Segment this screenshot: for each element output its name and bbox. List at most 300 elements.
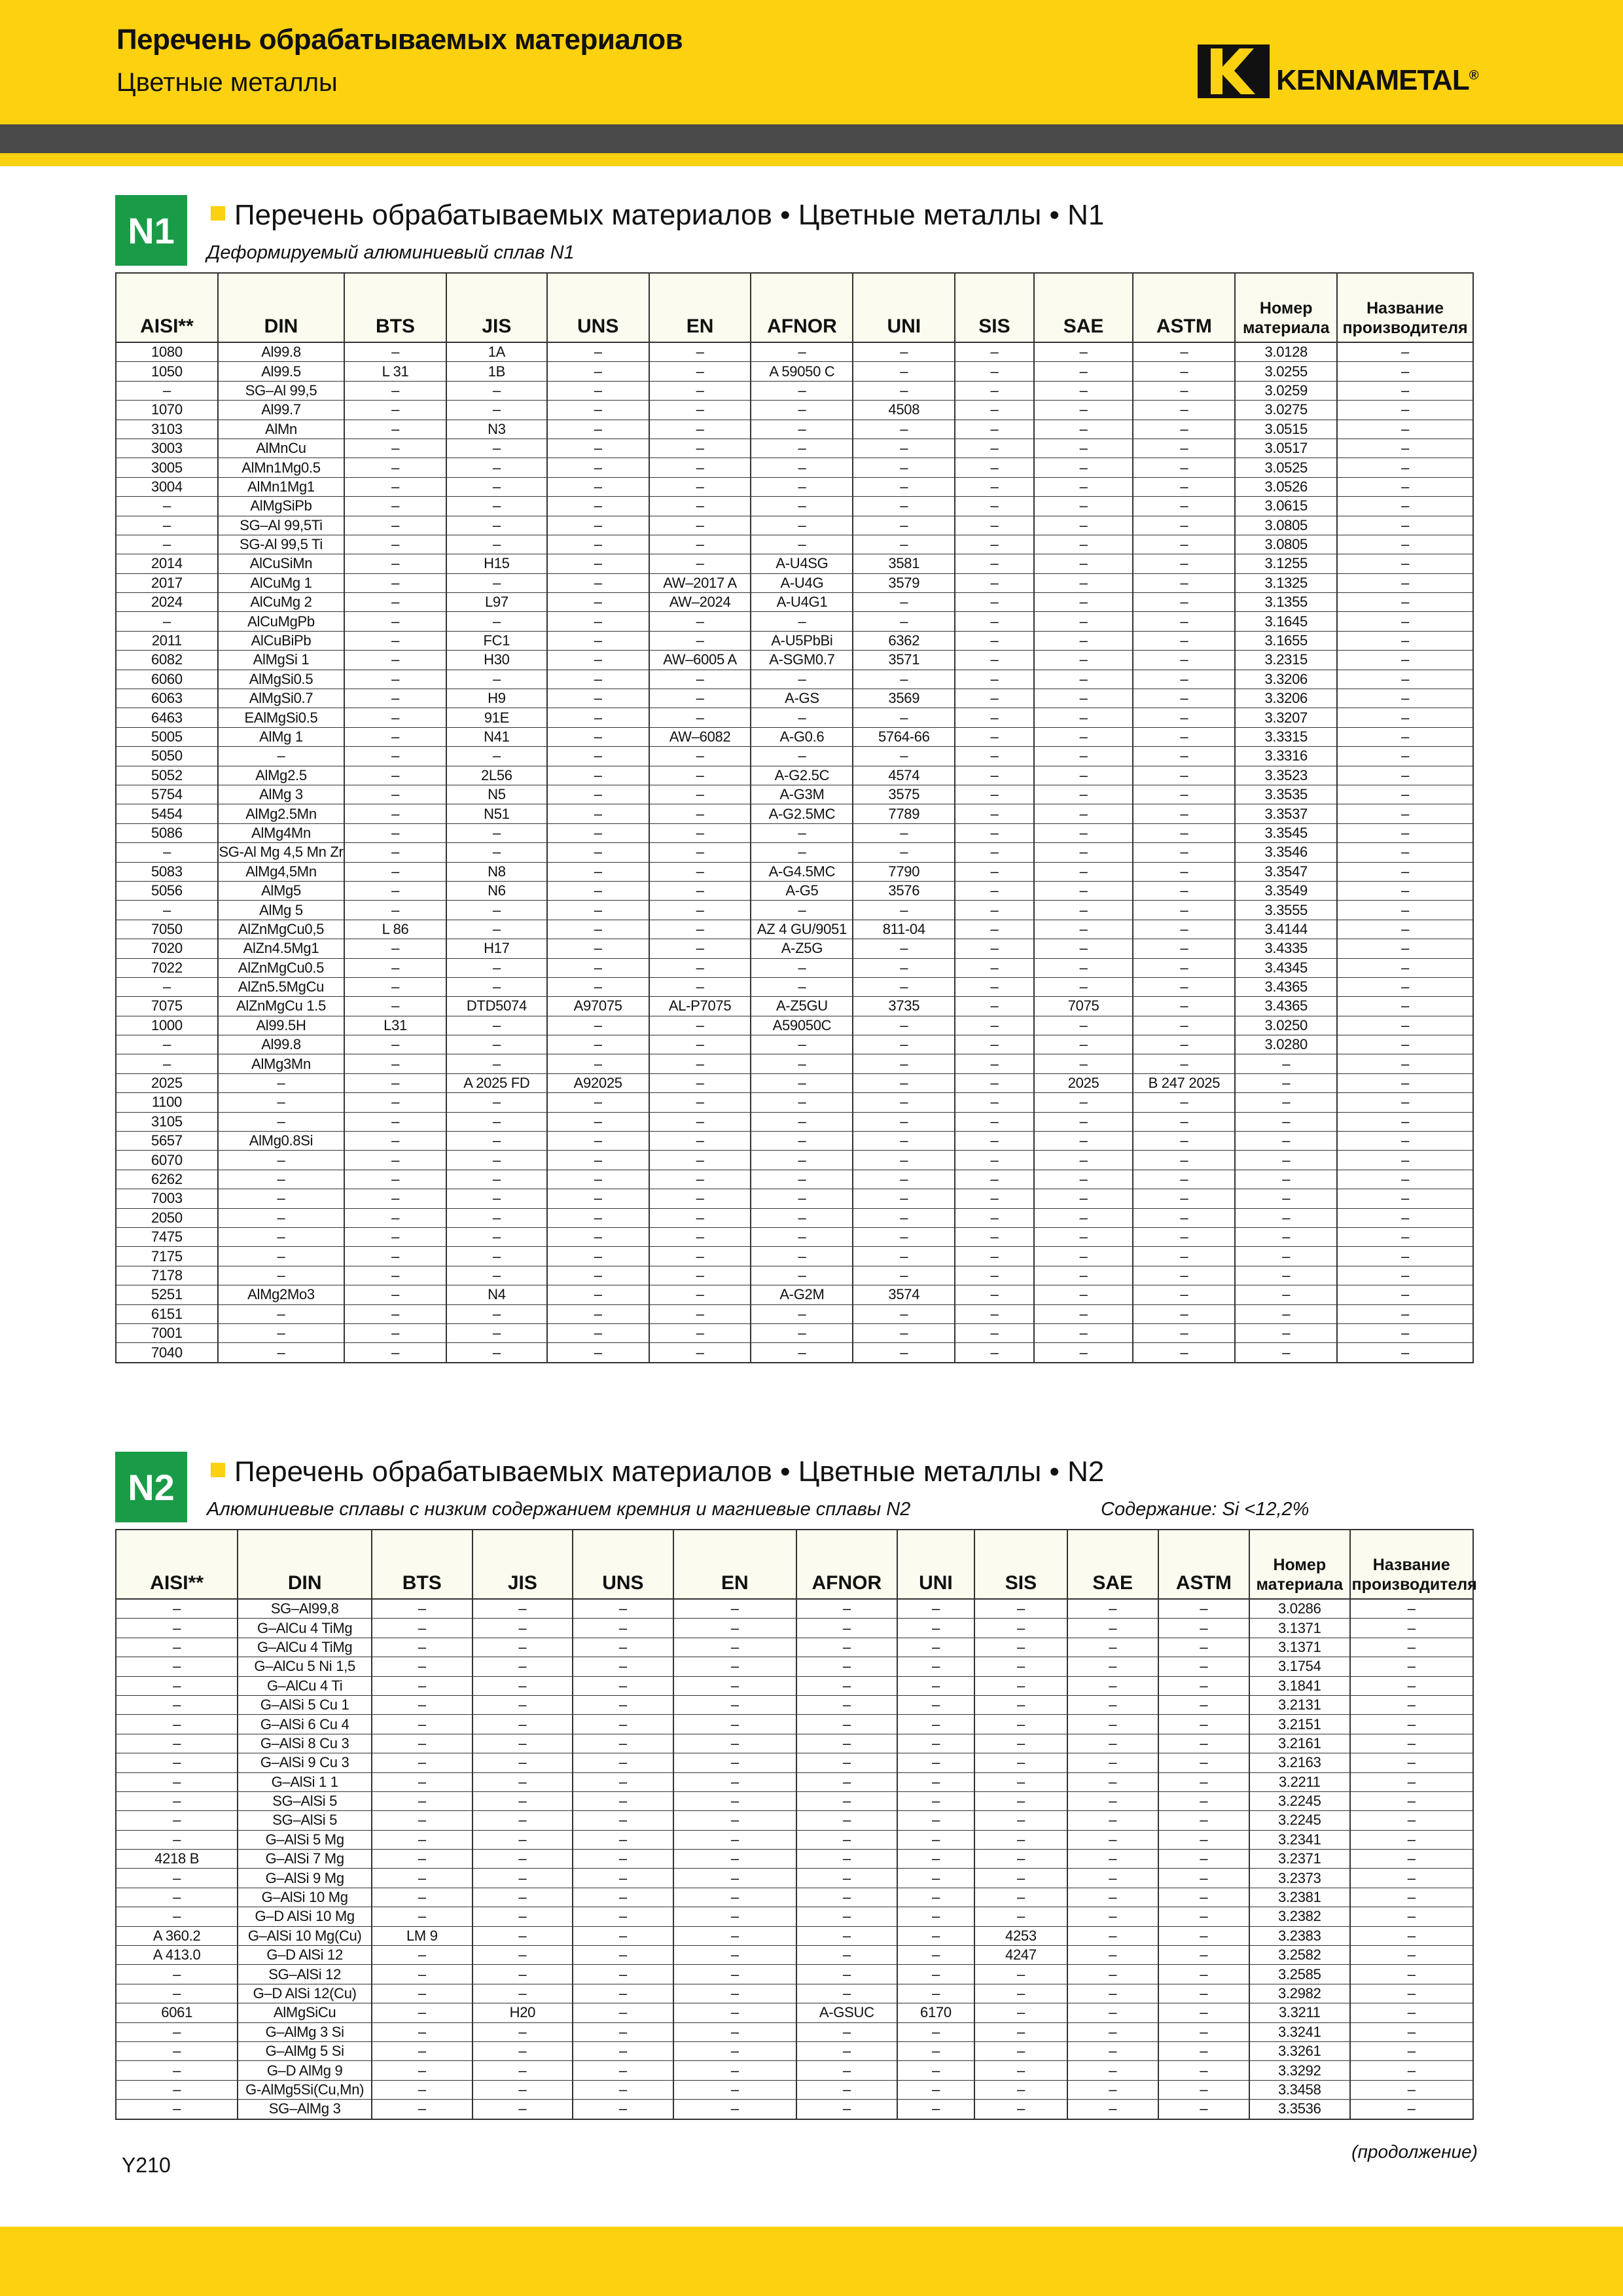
table-cell: – <box>751 708 853 727</box>
table-row <box>116 2061 1473 2080</box>
table-cell: – <box>573 1946 673 1965</box>
table-cell: – <box>796 1888 897 1907</box>
table-cell: – <box>1034 631 1133 650</box>
table-row <box>116 1016 1473 1035</box>
table-cell: – <box>1350 1791 1473 1810</box>
table-cell: – <box>649 554 751 573</box>
table-cell: – <box>751 1343 853 1363</box>
table-cell: 3.2381 <box>1249 1888 1350 1907</box>
table-cell: A-G2.5C <box>751 766 853 785</box>
table-cell: SG-Al Mg 4,5 Mn Zr <box>218 843 344 862</box>
table-cell: – <box>673 1965 796 1984</box>
table-cell: – <box>344 1035 446 1054</box>
table-cell: AlCuMgPb <box>218 612 344 631</box>
table-cell: – <box>473 2080 573 2099</box>
table-cell: – <box>955 1073 1034 1092</box>
table-cell: – <box>1133 977 1235 996</box>
table-cell: – <box>344 785 446 804</box>
table-cell: 6082 <box>116 651 218 670</box>
table-cell: A-SGM0.7 <box>751 651 853 670</box>
table-cell: – <box>751 1247 853 1266</box>
table-cell: 2024 <box>116 593 218 612</box>
table-cell: – <box>1034 497 1133 516</box>
table-cell: – <box>372 1791 473 1810</box>
table-cell: 3.2383 <box>1249 1926 1350 1945</box>
table-cell: – <box>116 2100 238 2119</box>
table-cell: – <box>955 1208 1034 1227</box>
table-cell: SG–Al99,8 <box>238 1599 372 1619</box>
table-row <box>116 381 1473 400</box>
table-cell: – <box>1133 708 1235 727</box>
table-cell: H30 <box>446 651 547 670</box>
table-cell: – <box>1337 535 1473 554</box>
table-cell: – <box>649 785 751 804</box>
table-cell: – <box>547 670 649 689</box>
page-code: Y210 <box>122 2153 171 2177</box>
table-row <box>116 1850 1473 1869</box>
brand-name: KENNAMETAL® <box>1276 64 1478 96</box>
table-cell: – <box>446 1343 547 1363</box>
table-cell: – <box>547 516 649 535</box>
table-cell: – <box>673 2022 796 2041</box>
table-cell: – <box>853 1227 955 1246</box>
table-cell: – <box>673 2080 796 2099</box>
table-cell: – <box>649 901 751 920</box>
table-cell: – <box>547 920 649 939</box>
table-cell: 7003 <box>116 1189 218 1208</box>
table-cell: AlMgSiPb <box>218 497 344 516</box>
table-cell: – <box>116 1035 218 1054</box>
table-cell: – <box>573 1907 673 1926</box>
table-cell: – <box>446 1170 547 1189</box>
table-cell: – <box>1337 785 1473 804</box>
table-cell: – <box>751 1093 853 1112</box>
table-cell: – <box>344 458 446 477</box>
table-cell: – <box>344 1266 446 1285</box>
table-cell: – <box>751 1054 853 1073</box>
column-header: SIS <box>974 1530 1067 1599</box>
table-cell: N5 <box>446 785 547 804</box>
table-cell: – <box>1337 401 1473 420</box>
table-row <box>116 535 1473 554</box>
table-cell: 3.0255 <box>1235 362 1337 381</box>
table-row <box>116 1946 1473 1965</box>
table-cell: – <box>974 1676 1067 1695</box>
table-cell: – <box>1034 708 1133 727</box>
table-cell: – <box>673 1715 796 1734</box>
table-cell: 3.2131 <box>1249 1695 1350 1714</box>
table-row <box>116 1054 1473 1073</box>
table-cell: – <box>853 420 955 439</box>
table-cell: – <box>897 1907 975 1926</box>
table-cell: – <box>1133 631 1235 650</box>
table-cell: – <box>1034 439 1133 457</box>
table-cell: – <box>751 1227 853 1246</box>
table-cell: – <box>751 1073 853 1092</box>
table-cell: SG–AlSi 5 <box>238 1791 372 1810</box>
table-cell: G–AlMg 3 Si <box>238 2022 372 2041</box>
table-cell: AlMg2.5 <box>218 766 344 785</box>
table-cell: 3.3261 <box>1249 2041 1350 2060</box>
table-cell: – <box>446 1304 547 1323</box>
table-cell: – <box>673 2100 796 2119</box>
table-cell: – <box>751 670 853 689</box>
table-cell: AlMgSi0.7 <box>218 689 344 708</box>
table-cell: – <box>116 535 218 554</box>
table-cell: – <box>1133 747 1235 766</box>
footer-band <box>0 2227 1623 2296</box>
table-cell: – <box>649 1227 751 1246</box>
table-cell: 3571 <box>853 651 955 670</box>
table-cell: – <box>547 381 649 400</box>
table-cell: 2L56 <box>446 766 547 785</box>
table-cell: A-Z5GU <box>751 997 853 1016</box>
table-cell: – <box>751 612 853 631</box>
table-cell: H9 <box>446 689 547 708</box>
table-cell: N41 <box>446 727 547 746</box>
table-cell: – <box>344 1323 446 1342</box>
table-cell: AW–6082 <box>649 727 751 746</box>
column-header: AFNOR <box>796 1530 897 1599</box>
table-cell: – <box>372 1619 473 1638</box>
table-cell: 3569 <box>853 689 955 708</box>
table-cell: A-G2M <box>751 1285 853 1304</box>
table-cell: – <box>796 1830 897 1849</box>
table-cell: – <box>1337 862 1473 881</box>
table-row <box>116 862 1473 881</box>
n1-title: Перечень обрабатываемых материалов • Цветные металлы • N1 <box>211 199 1104 232</box>
table-cell: – <box>1337 920 1473 939</box>
table-cell: – <box>673 1869 796 1888</box>
table-row <box>116 1093 1473 1112</box>
table-cell: A-G3M <box>751 785 853 804</box>
table-cell: – <box>116 1753 238 1772</box>
table-row <box>116 1907 1473 1926</box>
table-cell: – <box>897 1984 975 2003</box>
table-cell: 6063 <box>116 689 218 708</box>
table-cell: – <box>649 381 751 400</box>
table-row <box>116 1285 1473 1304</box>
table-cell: – <box>853 1151 955 1170</box>
table-cell: – <box>955 1170 1034 1189</box>
table-cell: – <box>547 1035 649 1054</box>
table-row <box>116 1791 1473 1810</box>
table-cell: – <box>573 1734 673 1753</box>
n1-badge: N1 <box>115 195 187 266</box>
table-cell: AlMn1Mg0.5 <box>218 458 344 477</box>
table-cell: 5657 <box>116 1132 218 1151</box>
table-cell: – <box>344 1093 446 1112</box>
table-cell: 3.3241 <box>1249 2022 1350 2041</box>
table-cell: – <box>955 862 1034 881</box>
table-row <box>116 1676 1473 1695</box>
table-cell: – <box>1067 1734 1158 1753</box>
table-cell: L 86 <box>344 920 446 939</box>
table-cell: – <box>1133 342 1235 362</box>
table-cell: – <box>955 727 1034 746</box>
table-row <box>116 362 1473 381</box>
table-cell: – <box>1235 1323 1337 1342</box>
table-cell: – <box>649 420 751 439</box>
table-cell: – <box>796 1946 897 1965</box>
table-cell: – <box>344 477 446 496</box>
table-cell: – <box>1067 1869 1158 1888</box>
table-cell: 4247 <box>974 1946 1067 1965</box>
table-cell: – <box>796 1926 897 1945</box>
table-cell: – <box>1133 1266 1235 1285</box>
table-cell: – <box>1034 901 1133 920</box>
table-cell: 3.1841 <box>1249 1676 1350 1695</box>
table-cell: – <box>1067 1753 1158 1772</box>
table-cell: AlCuMg 2 <box>218 593 344 612</box>
table-cell: – <box>853 497 955 516</box>
table-cell: – <box>1337 1189 1473 1208</box>
table-cell: – <box>1337 573 1473 592</box>
table-cell: – <box>649 862 751 881</box>
table-cell: – <box>116 1054 218 1073</box>
table-cell: – <box>116 977 218 996</box>
table-row <box>116 958 1473 977</box>
table-cell: – <box>1337 612 1473 631</box>
table-cell: – <box>1158 1638 1249 1657</box>
table-cell: – <box>372 1599 473 1619</box>
table-cell: – <box>473 1926 573 1945</box>
table-cell: – <box>547 1170 649 1189</box>
table-cell: G–AlMg 5 Si <box>238 2041 372 2060</box>
table-cell: – <box>1133 1035 1235 1054</box>
table-cell: – <box>344 420 446 439</box>
table-cell: H15 <box>446 554 547 573</box>
table-row <box>116 420 1473 439</box>
table-cell: – <box>853 747 955 766</box>
table-cell: – <box>446 958 547 977</box>
table-cell: 3.3555 <box>1235 901 1337 920</box>
n1-materials-table <box>115 272 1474 1363</box>
table-cell: – <box>955 1343 1034 1363</box>
table-cell: 3.0259 <box>1235 381 1337 400</box>
table-cell: – <box>1034 1035 1133 1054</box>
table-cell: AlMnCu <box>218 439 344 457</box>
table-cell: – <box>796 1869 897 1888</box>
table-cell: – <box>547 689 649 708</box>
table-cell: G–AlCu 4 TiMg <box>238 1638 372 1657</box>
table-cell: – <box>751 823 853 842</box>
table-cell: 3.0250 <box>1235 1016 1337 1035</box>
table-cell: 3574 <box>853 1285 955 1304</box>
table-cell: – <box>116 1695 238 1714</box>
table-cell: – <box>974 1695 1067 1714</box>
table-cell: – <box>1235 1227 1337 1246</box>
table-cell: 3.2211 <box>1249 1772 1350 1791</box>
table-cell: – <box>116 1869 238 1888</box>
table-row <box>116 342 1473 362</box>
table-cell: AlZn5.5MgCu <box>218 977 344 996</box>
table-cell: 1080 <box>116 342 218 362</box>
table-cell: EAlMgSi0.5 <box>218 708 344 727</box>
table-cell: – <box>372 1753 473 1772</box>
table-cell: – <box>1133 1054 1235 1073</box>
table-cell: 3.4345 <box>1235 958 1337 977</box>
table-row <box>116 881 1473 900</box>
table-cell: – <box>955 843 1034 862</box>
table-cell: – <box>1067 2022 1158 2041</box>
table-cell: – <box>853 1247 955 1266</box>
table-cell: – <box>1337 1170 1473 1189</box>
table-cell: – <box>573 1850 673 1869</box>
table-cell: 3.2151 <box>1249 1715 1350 1734</box>
table-cell: AlMg2.5Mn <box>218 804 344 823</box>
table-cell: – <box>673 1772 796 1791</box>
table-cell: – <box>344 554 446 573</box>
table-cell: – <box>344 1054 446 1073</box>
table-cell: – <box>344 573 446 592</box>
table-cell: – <box>1133 843 1235 862</box>
table-cell: 3.3206 <box>1235 670 1337 689</box>
column-header: ASTM <box>1133 273 1235 342</box>
table-cell: – <box>218 1343 344 1363</box>
table-cell: – <box>547 1054 649 1073</box>
table-cell: – <box>1337 362 1473 381</box>
table-cell: A-GS <box>751 689 853 708</box>
table-row <box>116 1035 1473 1054</box>
table-cell: – <box>1350 2061 1473 2080</box>
table-cell: – <box>344 1189 446 1208</box>
table-cell: G–AlSi 9 Mg <box>238 1869 372 1888</box>
table-cell: G–AlCu 4 Ti <box>238 1676 372 1695</box>
table-cell: – <box>573 1695 673 1714</box>
column-header: DIN <box>218 273 344 342</box>
table-cell: – <box>116 612 218 631</box>
table-cell: – <box>116 1772 238 1791</box>
table-cell: – <box>955 362 1034 381</box>
table-cell: – <box>853 1112 955 1131</box>
table-cell: – <box>1067 1888 1158 1907</box>
table-cell: – <box>1067 1772 1158 1791</box>
table-row <box>116 977 1473 996</box>
table-cell: – <box>573 1599 673 1619</box>
table-cell: – <box>473 1946 573 1965</box>
table-cell: – <box>649 823 751 842</box>
table-cell: – <box>1158 2100 1249 2119</box>
table-cell: – <box>649 747 751 766</box>
table-cell: – <box>1034 401 1133 420</box>
table-cell: – <box>1158 1753 1249 1772</box>
table-cell: – <box>751 1151 853 1170</box>
column-header: EN <box>673 1530 796 1599</box>
table-cell: 1A <box>446 342 547 362</box>
table-cell: – <box>1337 1093 1473 1112</box>
table-cell: – <box>116 1734 238 1753</box>
table-cell: – <box>1133 401 1235 420</box>
table-row <box>116 2100 1473 2119</box>
table-cell: – <box>473 1657 573 1676</box>
table-cell: – <box>1337 689 1473 708</box>
n2-materials-table <box>115 1529 1477 2120</box>
table-cell: – <box>751 1189 853 1208</box>
table-cell: – <box>446 1054 547 1073</box>
table-cell: AlMgSi0.5 <box>218 670 344 689</box>
table-cell: – <box>473 1753 573 1772</box>
table-cell: A-GSUC <box>796 2003 897 2022</box>
table-cell: – <box>955 1112 1034 1131</box>
table-cell: 3.2582 <box>1249 1946 1350 1965</box>
table-cell: – <box>673 2061 796 2080</box>
table-cell: 6170 <box>897 2003 975 2022</box>
table-cell: – <box>1133 573 1235 592</box>
table-row <box>116 708 1473 727</box>
table-cell: – <box>673 1753 796 1772</box>
table-cell: 3.4335 <box>1235 939 1337 958</box>
table-cell: – <box>116 1676 238 1695</box>
table-cell: L 31 <box>344 362 446 381</box>
table-cell: – <box>1235 1151 1337 1170</box>
table-cell: – <box>473 1869 573 1888</box>
table-cell: – <box>796 1772 897 1791</box>
table-cell: – <box>1034 958 1133 977</box>
table-cell: – <box>547 593 649 612</box>
table-cell: – <box>751 843 853 862</box>
table-cell: – <box>649 497 751 516</box>
table-row <box>116 2003 1473 2022</box>
table-cell: – <box>573 1888 673 1907</box>
table-cell: G–AlCu 4 TiMg <box>238 1619 372 1638</box>
table-cell: 2011 <box>116 631 218 650</box>
column-header: BTS <box>372 1530 473 1599</box>
table-cell: – <box>1235 1132 1337 1151</box>
table-cell: – <box>372 1734 473 1753</box>
table-cell: 3.2245 <box>1249 1791 1350 1810</box>
table-cell: – <box>974 1965 1067 1984</box>
table-cell: – <box>1067 2100 1158 2119</box>
column-header: Номер материала <box>1235 273 1337 342</box>
table-cell: 7075 <box>116 997 218 1016</box>
table-cell: – <box>649 1132 751 1151</box>
table-cell: – <box>1337 1343 1473 1363</box>
table-cell: – <box>649 670 751 689</box>
table-cell: 3.2341 <box>1249 1830 1350 1849</box>
table-cell: 3.2371 <box>1249 1850 1350 1869</box>
table-cell: – <box>116 1830 238 1849</box>
table-cell: – <box>218 1170 344 1189</box>
table-row <box>116 497 1473 516</box>
table-cell: – <box>751 958 853 977</box>
table-cell: – <box>796 1811 897 1830</box>
table-cell: G–AlCu 5 Ni 1,5 <box>238 1657 372 1676</box>
table-cell: – <box>1034 458 1133 477</box>
table-cell: – <box>573 2022 673 2041</box>
table-cell: A-U4SG <box>751 554 853 573</box>
table-row <box>116 1734 1473 1753</box>
table-cell: A-U5PbBi <box>751 631 853 650</box>
table-cell: – <box>1337 1304 1473 1323</box>
table-cell: – <box>344 1208 446 1227</box>
table-cell: SG–AlSi 12 <box>238 1965 372 1984</box>
table-cell: G–D AlSi 12 <box>238 1946 372 1965</box>
table-cell: – <box>955 920 1034 939</box>
table-cell: – <box>1337 977 1473 996</box>
table-cell: – <box>1337 342 1473 362</box>
table-cell: – <box>649 1073 751 1092</box>
table-row <box>116 1323 1473 1342</box>
page-title: Перечень обрабатываемых материалов <box>116 24 683 56</box>
table-cell: – <box>344 804 446 823</box>
table-cell: AlMgSi 1 <box>218 651 344 670</box>
table-cell: G–AlSi 7 Mg <box>238 1850 372 1869</box>
table-cell: – <box>372 2003 473 2022</box>
table-cell: 3.3536 <box>1249 2100 1350 2119</box>
table-cell: – <box>751 381 853 400</box>
table-cell: – <box>218 1323 344 1342</box>
